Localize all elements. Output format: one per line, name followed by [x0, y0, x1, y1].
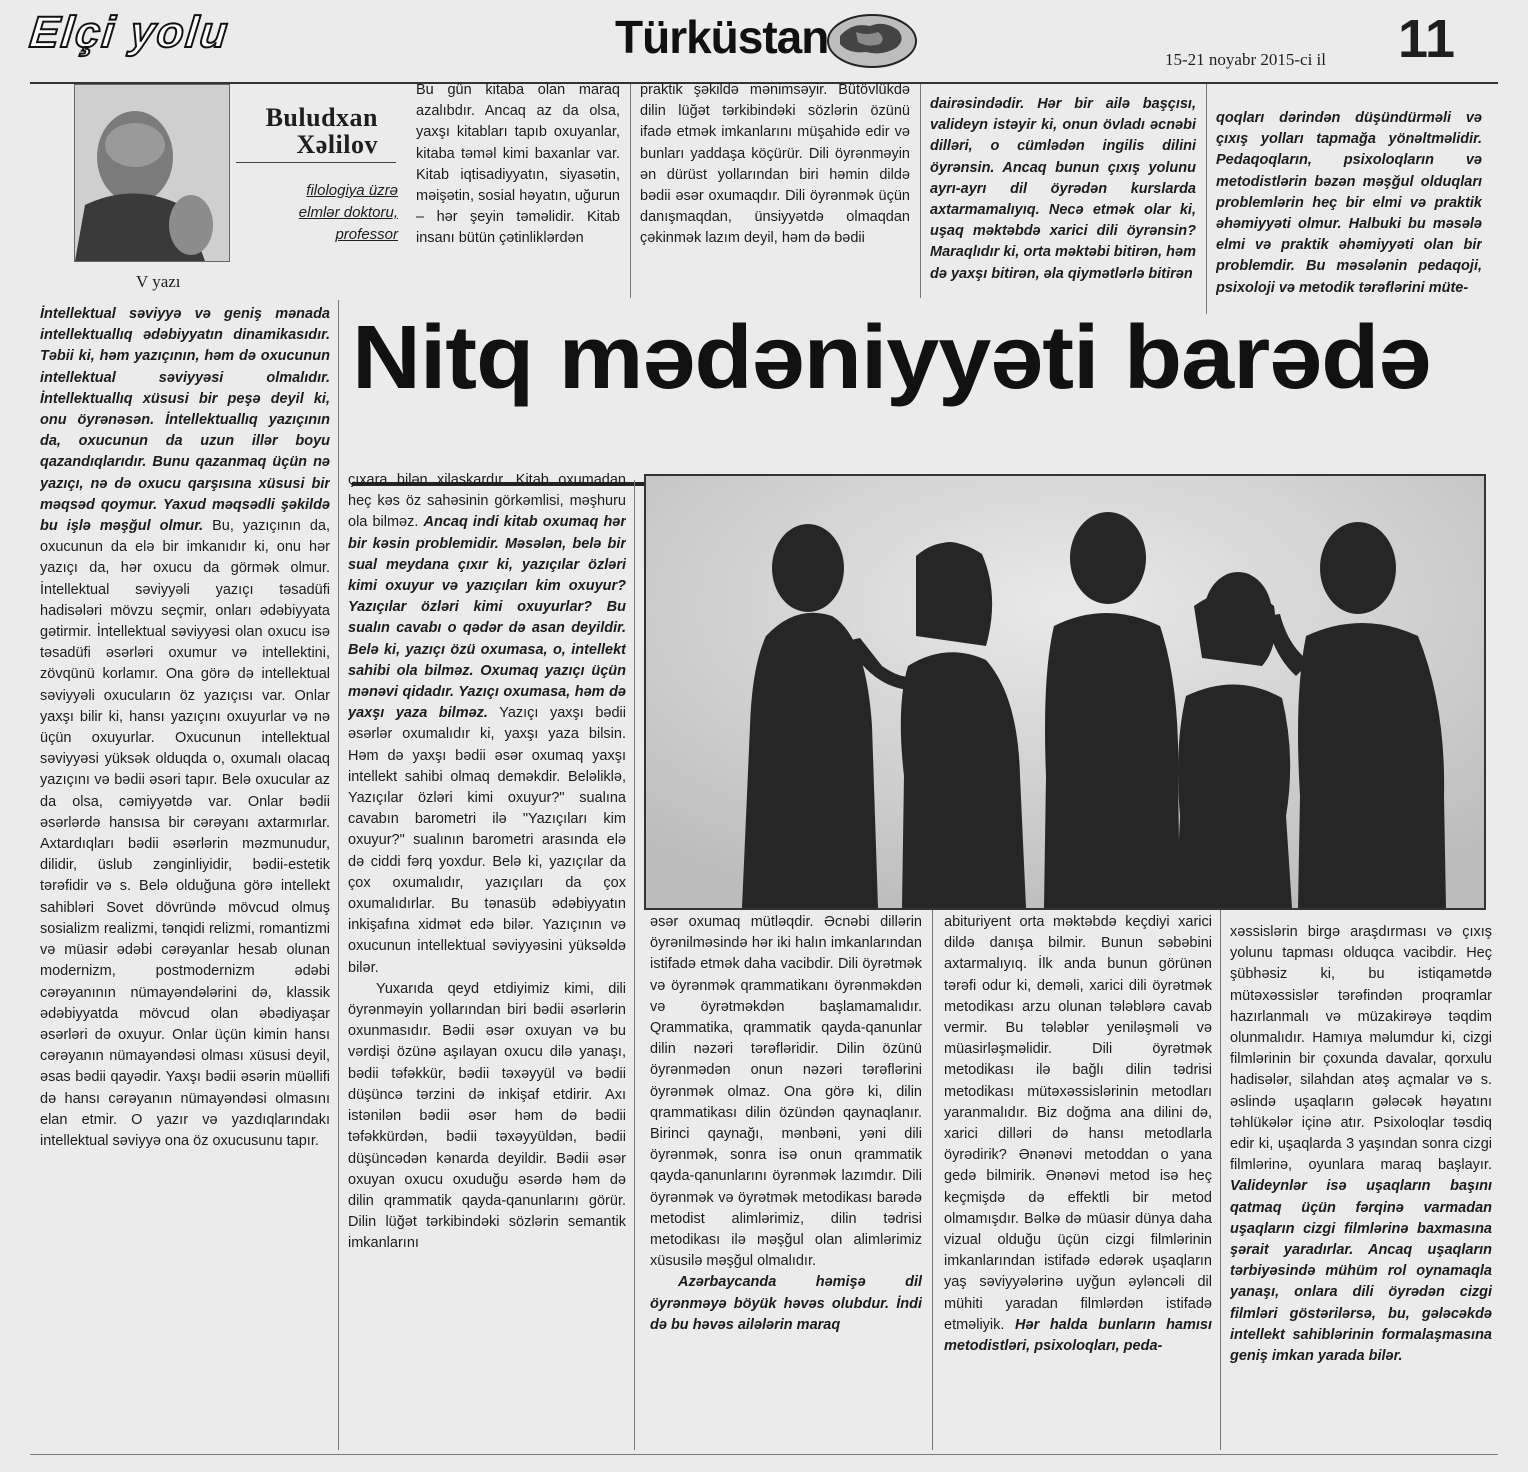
rubric-title: Elçi yolu	[27, 8, 232, 57]
column-top-3: praktik şəkildə mənimsəyir. Bütövlükdə dilin lüğət tərkibindəki sözlərin özünü ifadə etmək imkanlarını müşahidə edir və bunları yaddaşa köçürür. Dili öyrənməyin ən dürüst yollarından biri həmin dildə bədii əsər oxumaqdır. Dili öyrənmək üçün danışmaqdan, ünsiyyətdə olmaqdan çəkinmək lazım deyil, həm də bədii	[640, 82, 910, 247]
column-divider	[634, 480, 635, 1450]
author-last-name: Xəlilov	[296, 130, 378, 159]
column-3-bold: Azərbaycanda həmişə dil öyrənməyə böyük həvəs olubdur. İndi də bu həvəs ailələrin maraq	[650, 1274, 922, 1333]
column-top-4	[930, 94, 1196, 306]
column-1	[40, 304, 330, 1450]
column-5	[1230, 922, 1492, 1452]
issue-date: 15-21 noyabr 2015-ci il	[1165, 50, 1326, 69]
column-divider	[920, 84, 921, 298]
author-first-name: Buludxan	[265, 103, 378, 132]
credential-line: filologiya üzrə	[306, 182, 398, 199]
author-credentials	[270, 180, 398, 246]
masthead: Türküstan	[615, 11, 829, 63]
column-2	[348, 470, 626, 1450]
credential-line: elmlər doktoru,	[298, 204, 398, 221]
series-label: V yazı	[136, 272, 181, 291]
author-photo	[74, 84, 230, 262]
column-5-text: xəssislərin birgə araşdırması və çıxış yolunu tapması olduqca vacibdir. Heç şübhəsiz ki, bu istiqamətdə mütəxəssislər tərəfindən proqramlar hazırlanmalı və müzakirəyə təqdim olunmalıdır. Hamıya məlumdur ki, cizgi filmlərinin bir çoxunda davalar, qorxulu hadisələr, silahdan atəş açmalar və s. əslində uşaqların gələcək həyatını təhlükələr içinə atır. Psixoloqlar təsdiq edir ki, uşaqlarda 3 yaşından sonra cizgi filmlərinə, oyunlara maraq başlayır.	[1230, 924, 1492, 1174]
column-divider	[1220, 910, 1221, 1450]
column-4-bold: Hər halda bunların hamısı metodistləri, psixoloqları, peda-	[944, 1316, 1212, 1355]
column-4-text: abituriyent orta məktəbdə keçdiyi xarici dildə danışa bilmir. Bunun səbəbini axtarmalıyıq. İlk anda bunun görünən tərəfi odur ki, deməli, xarici dili öyrətmək metodikası arzu olunan tələblərə cavab vermir. Bu tələblər yeniləşməli və müasirləşməlidir. Dili öyrətmək metodikası ilə bağlı dilin tədrisi metodikası mütəxəssislərinin metodları yaranmalıdır. Biz doğma ana dilini də, xarici dilləri də hansı metodlarla öyrədirik? Ənənəvi metoddan o yana gedə bilmirik. Ənənəvi metod isə heç keçmişdə də effektli bir metod olmamışdır. Bəlkə də müasir dünya daha vizual olduğu üçün cizgi filmlərinin imkanlarından istifadə edərək uşaqların yaş səviyyələrinə uyğun əyləncəli dil mühiti yaradan filmlərdən istifadə etməliyik.	[944, 914, 1212, 1333]
article-headline: Nitq mədəniyyəti barədə	[352, 308, 1431, 408]
credential-line: professor	[335, 226, 398, 243]
author-name	[236, 104, 378, 158]
column-top-2: Bu gün kitaba olan maraq azalıbdır. Ancaq az da olsa, yaxşı kitabları tapıb oxuyanlar, kitaba təməl kimi baxanlar var. Kitab iqtisadiyyatın, siyasətin, məişətin, sosial həyatın, uğurun – hər şeyin təməlidir. Kitab insanı bütün çətinliklərdən	[416, 82, 620, 247]
page-number: 11	[1398, 9, 1456, 69]
column-divider	[338, 300, 339, 1450]
column-1-bold: İntellektual səviyyə və geniş mənada intellektuallıq ədəbiyyatın dinamikasıdır. Təbii ki, həm yazıçının, həm də oxucunun intellektual səviyyəsi olmalıdır. İntellektuallıq xüsusi bir peşə deyil ki, onu öyrənəsən. İntellektuallıq yazıçının da, oxucunun da uzun illər boyu qazandıqlarıdır. Bunu qazanmaq üçün nə yazıçı, nə də oxucu qarşısına xüsusi bir məqsəd qoymur. Yaxud məqsədli şəkildə bu işlə məşğul olmur.	[40, 306, 330, 535]
column-2-text-c: Yuxarıda qeyd etdiyimiz kimi, dili öyrənməyin yollarından biri bədii əsərlərin oxunmasıdır. Bədii əsər oxuyan və bu vərdişi özünə aşılayan oxucu dilə yanaşı, bədii təfəkkür, bədii təxəyyül və bədii düşüncə tərzini də inkişaf etdirir. Axı istənilən bədii əsər həm də bədii təfəkkürdən, bədii təxəyyüldən, bədii düşüncədən kənarda deyildir. Bədii əsər oxuyan oxucu oxuduğu əsərdə həm də dilin qrammatik qayda-qanunlarını görür. Dilin lüğət tərkibindəki sözlərin semantik imkanlarını	[348, 980, 626, 1252]
column-2-bold: Ancaq indi kitab oxumaq hər bir kəsin problemidir. Məsələn, belə bir sual meydana çıxır ki, yazıçılar özləri kimi oxuyur və yazıçıları kim oxuyur? Yazıçılar özləri kimi oxuyurlar? Bu sualın cavabı o qədər də asan deyildir. Belə ki, yazıçı özü oxumasa, o, intellekt sahibi ola bilməz. Oxumaq yazıçı üçün mənəvi qidadır. Yazıçı oxumasa, həm də yaxşı yaza bilməz.	[348, 514, 626, 722]
column-divider	[630, 84, 631, 298]
silhouettes-photo	[644, 474, 1486, 910]
column-3-text: əsər oxumaq mütləqdir. Əcnəbi dillərin öyrənilməsində hər iki halın imkanlarından istifadə etmək daha vacibdir. Dili öyrətmək və öyrənmək qrammatikanı öyrənməkdən və öyrətməkdən başlamamalıdır. Qrammatika, qrammatik qayda-qanunlar dilin nəzəri tərəfləridir. Dilin özünü öyrənmədən onun nəzəri tərəflərini öyrənmək olmaz. Ona görə ki, dilin qrammatikası dilin özündən qaynaqlanır. Birinci qaynağı, mənbəni, yəni dili öyrənmək, sonra isə onun qrammatik qayda-qanunlarını öyrənmək lazımdır. Dili öyrənmək və öyrətmək metodikası barədə metodist alimlərimiz, dilin tədrisi metodikası ilə məşğul olan alimlərimiz xüsusilə məşğul olmalıdır.	[650, 914, 922, 1270]
column-1-text: Bu, yazıçının da, oxucunun da elə bir imkanıdır ki, onu hər yazıçı da, hər oxucu da görmək olmur. İntellektual səviyyəli yazıçı təsadüfi hadisələri mövzu seçmir, onları ədəbiyyata gətirmir. İntellektual səviyyəsi olan oxucu isə təsadüfi əsərləri oxumur və intellektini, zövqünü korlamır. Ona görə də intellektual səviyyəli oxucuların öz yazıçısı var. Onlar yaxşı bilir ki, hansı yazıçını oxuyurlar və nə üçün oxuyurlar. Oxucunun intellektual səviyyəsi yüksək olduqda o, oxumalı olacaq yazıçını və bədii əsəri tapır. Belə oxucular az da olsa, cəmiyyətdə var. Onlar bədii əsərlərdə hansısa bir cərəyanı axtarmırlar. Axtardıqları bədii əsərlərin məzmunudur, dilidir, üslub zənginliyidir, bədii-estetik tərəfidir və s. Belə olduğuna görə intellekt sahibləri Sovet dövründə mövcud olmuş sosializm realizmi, tənqidi relizmi, romantizmi və müasir ədəbi cərəyanlar hesab olunan modernizm, postmodernizm ədəbi cərəyanının nümayəndələrini də, klassik ədəbiyyatda mövcud olan əbədiyaşar əsərləri də oxuyur. Onlar üçün kimin hansı cərəyanın nümayəndəsi olması xüsusi deyil, əsas bədii qayədir. Yaxşı bədii əsərin müəllifi də hansı cərəyanın nümayəndəsi olmasını elan etmir. O yazır və yazdıqlarındakı intellektual səviyyə ona öz oxucusunu tapır.	[40, 518, 330, 1149]
footer-rule	[30, 1454, 1498, 1455]
column-top-4-text: dairəsindədir. Hər bir ailə başçısı, valideyn istəyir ki, onun övladı əcnəbi dilləri, o cümlədən ingilis dilini öyrənsin. Ancaq bunun çıxış yolunu ayrı-ayrı dil öyrədən kurslarda axtarmamalıyıq. Necə etmək olar ki, uşaq məktəbdə xarici dili öyrənsin? Maraqlıdır ki, orta məktəbi bitirən, həm də yaxşı bitirən, əla qiymətlərlə bitirən	[930, 96, 1196, 282]
column-divider	[1206, 84, 1207, 314]
column-2-text-b: Yazıçı yaxşı bədii əsərlər oxumalıdır ki, yaxşı yaza bilsin. Həm də yaxşı bədii əsər oxumaq yaxşı intellekt sahibi olmaq deməkdir. Beləliklə, Yazıçılar özləri kimi oxuyur?" sualına cavabın barometri ilə "Yazıçıları kim oxuyur?" sualının barometri arasında elə də ciddi fərq yoxdur. Belə ki, yazıçılar da çox oxumalıdır, yazıçıları da çox oxumalıdırlar. Bu tənasüb ədəbiyyatın inkişafına xidmət edə bilər. Yazıçının və oxucunun intellektual səviyyəsini yüksəldə bilər.	[348, 705, 626, 976]
column-2-text-a: çıxara bilən xilaskardır. Kitab oxumadan heç kəs öz sahəsinin görkəmlisi, məşhuru ola bilməz.	[348, 472, 626, 531]
column-3	[650, 912, 922, 1452]
author-rule	[236, 162, 396, 163]
column-top-5-text: qoqları dərindən düşündürməli və çıxış yolları tapmağa yönəltməlidir. Pedaqoqların, psixoloqların və metodistlərin bəzən məşğul olduqları problemlərin heç bir elmi və praktik əhəmiyyəti olmur. Halbuki bu məsələ elmi və praktik əhəmiyyəti olan bir problemdir. Bu məsələnin pedaqoji, psixoloji və metodik tərəflərini müte-	[1216, 110, 1482, 296]
globe-map-icon	[826, 12, 918, 70]
column-top-5	[1216, 108, 1482, 320]
column-4	[944, 912, 1212, 1452]
column-5-bold: Valideynlər isə uşaqların başını qatmaq üçün fərqinə varmadan uşaqların cizgi filmlərinə baxmasına şərait yaradırlar. Ancaq uşaqların tərbiyəsində mühüm rol oynamaqla yanaşı, onlara dili öyrədən cizgi filmləri göstərilərsə, bu, gələcəkdə intellekt sahiblərinin formalaşmasına geniş imkan yarada bilər.	[1230, 1178, 1492, 1365]
column-divider	[932, 910, 933, 1450]
